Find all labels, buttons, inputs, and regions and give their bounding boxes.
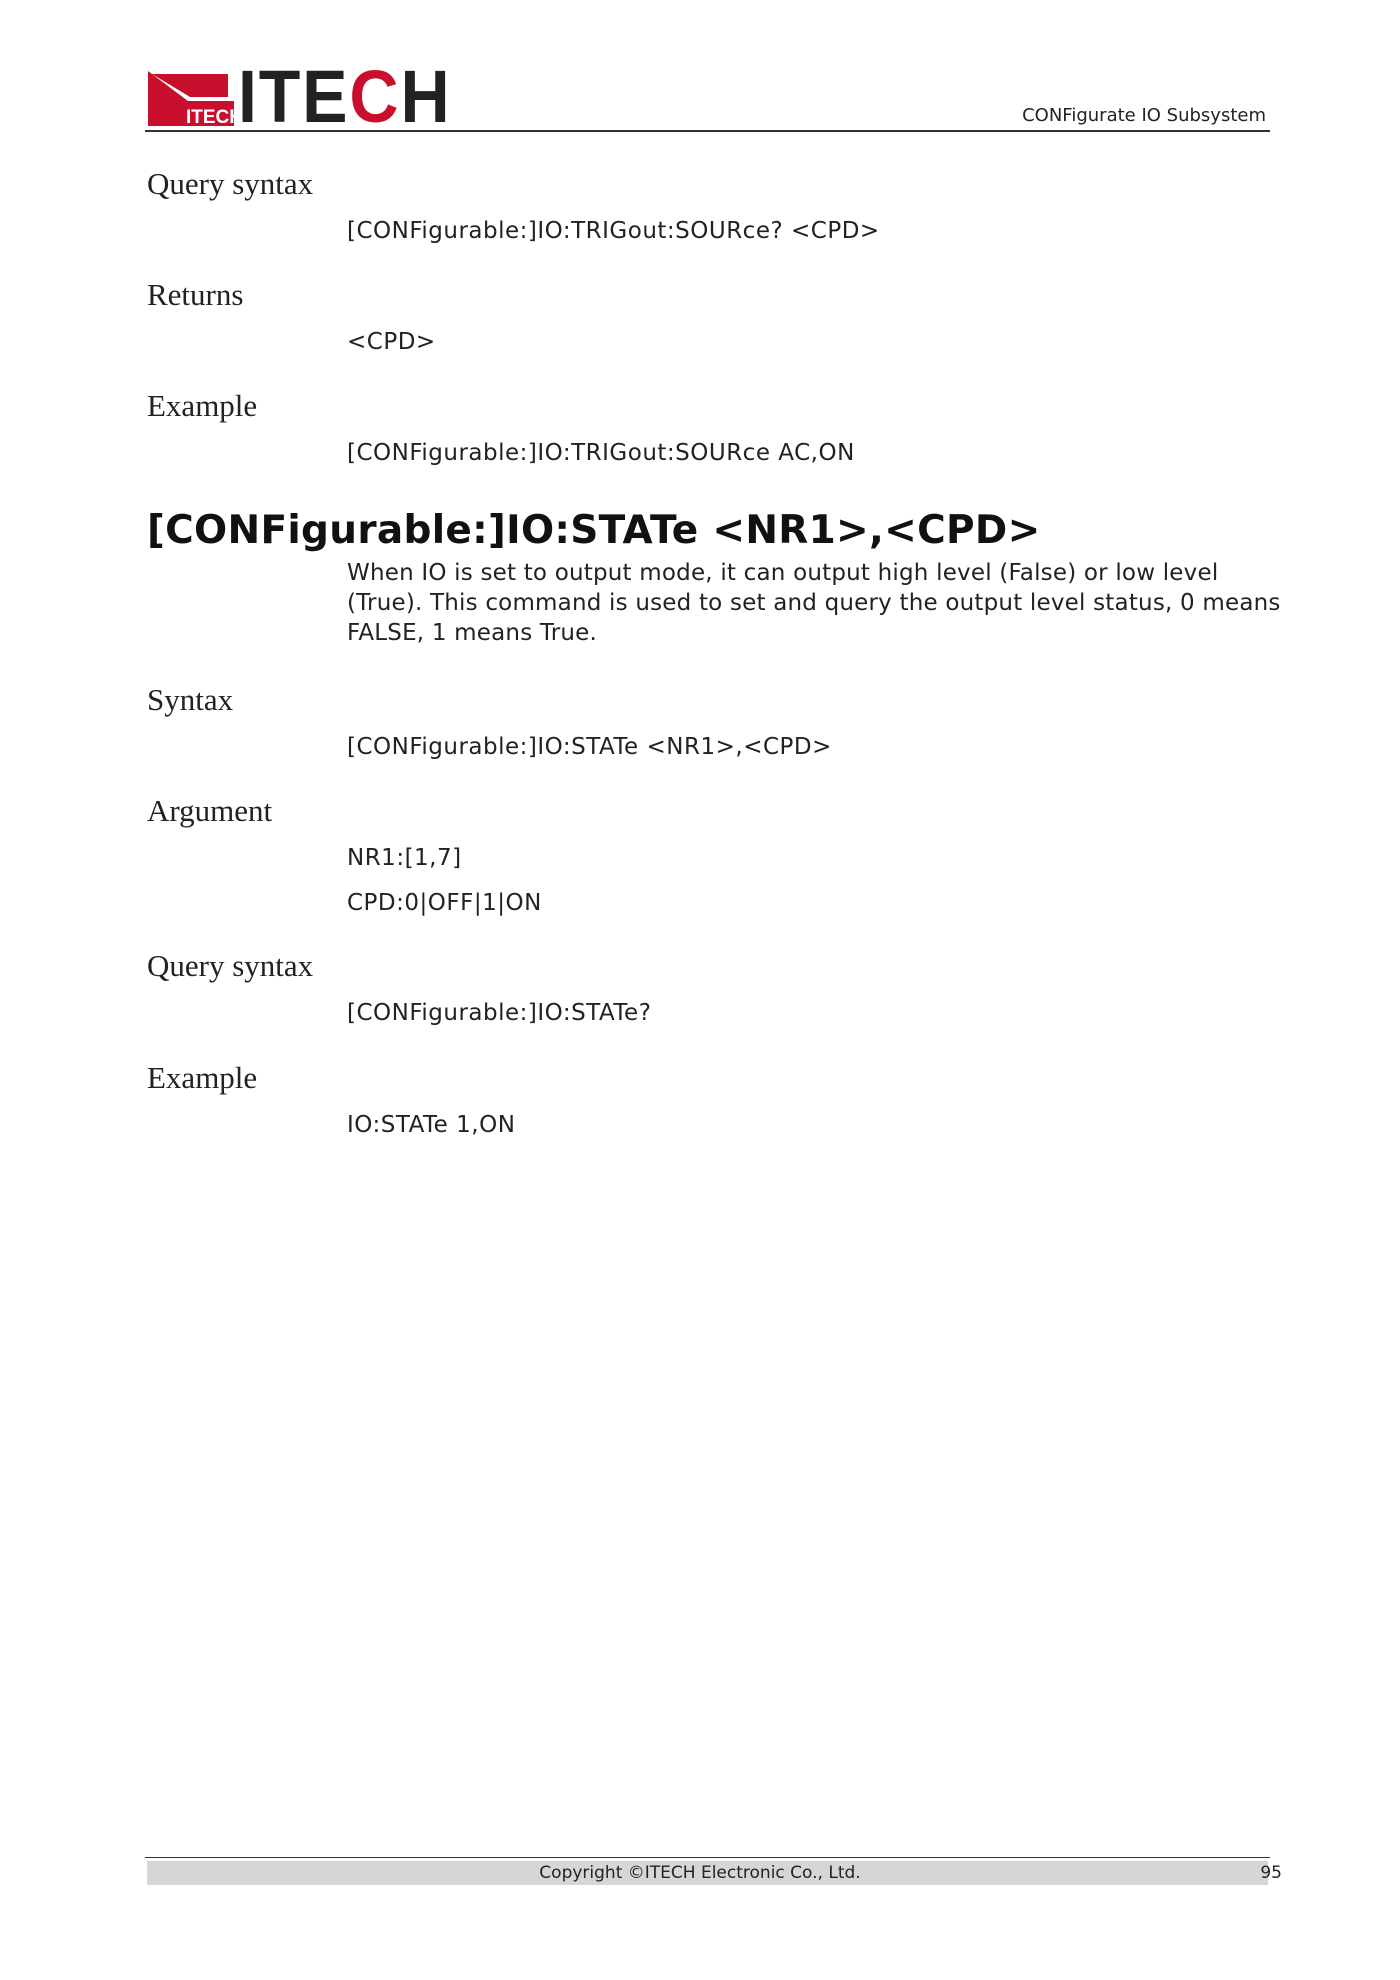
command-description: When IO is set to output mode, it can output high level (False) or low level (True). This command is used to set and query the output level status, 0 means FALSE, 1 means True. — [347, 560, 1281, 646]
example-label: Example — [147, 1060, 258, 1095]
syntax-value: [CONFigurable:]IO:STATe <NR1>,<CPD> — [347, 734, 832, 760]
prev-returns-value: <CPD> — [347, 329, 436, 355]
prev-example-value: [CONFigurable:]IO:TRIGout:SOURce AC,ON — [347, 440, 855, 466]
page-header — [145, 55, 1270, 138]
query-syntax-value: [CONFigurable:]IO:STATe? — [347, 1000, 652, 1026]
page-number: 95 — [1260, 1863, 1282, 1883]
argument-nr1: NR1:[1,7] — [347, 845, 462, 871]
example-value: IO:STATe 1,ON — [347, 1112, 516, 1138]
syntax-label: Syntax — [147, 682, 234, 717]
prev-returns-label: Returns — [147, 277, 244, 312]
itech-logo — [148, 55, 470, 138]
query-syntax-label: Query syntax — [147, 948, 314, 983]
argument-cpd: CPD:0|OFF|1|ON — [347, 890, 542, 916]
svg-text:ITECH: ITECH — [186, 107, 243, 128]
argument-label: Argument — [147, 793, 273, 828]
command-heading: [CONFigurable:]IO:STATe <NR1>,<CPD> — [147, 508, 1041, 553]
footer-copyright: Copyright ©ITECH Electronic Co., Ltd. — [539, 1863, 861, 1883]
header-section-title: CONFigurate IO Subsystem — [1022, 105, 1266, 126]
prev-query-syntax-value: [CONFigurable:]IO:TRIGout:SOURce? <CPD> — [347, 218, 880, 244]
footer-divider — [145, 1857, 1270, 1858]
prev-query-syntax-label: Query syntax — [147, 166, 314, 201]
itech-logo-badge — [148, 71, 243, 128]
logo-wordmark: ITECH — [238, 55, 452, 138]
prev-example-label: Example — [147, 388, 258, 423]
